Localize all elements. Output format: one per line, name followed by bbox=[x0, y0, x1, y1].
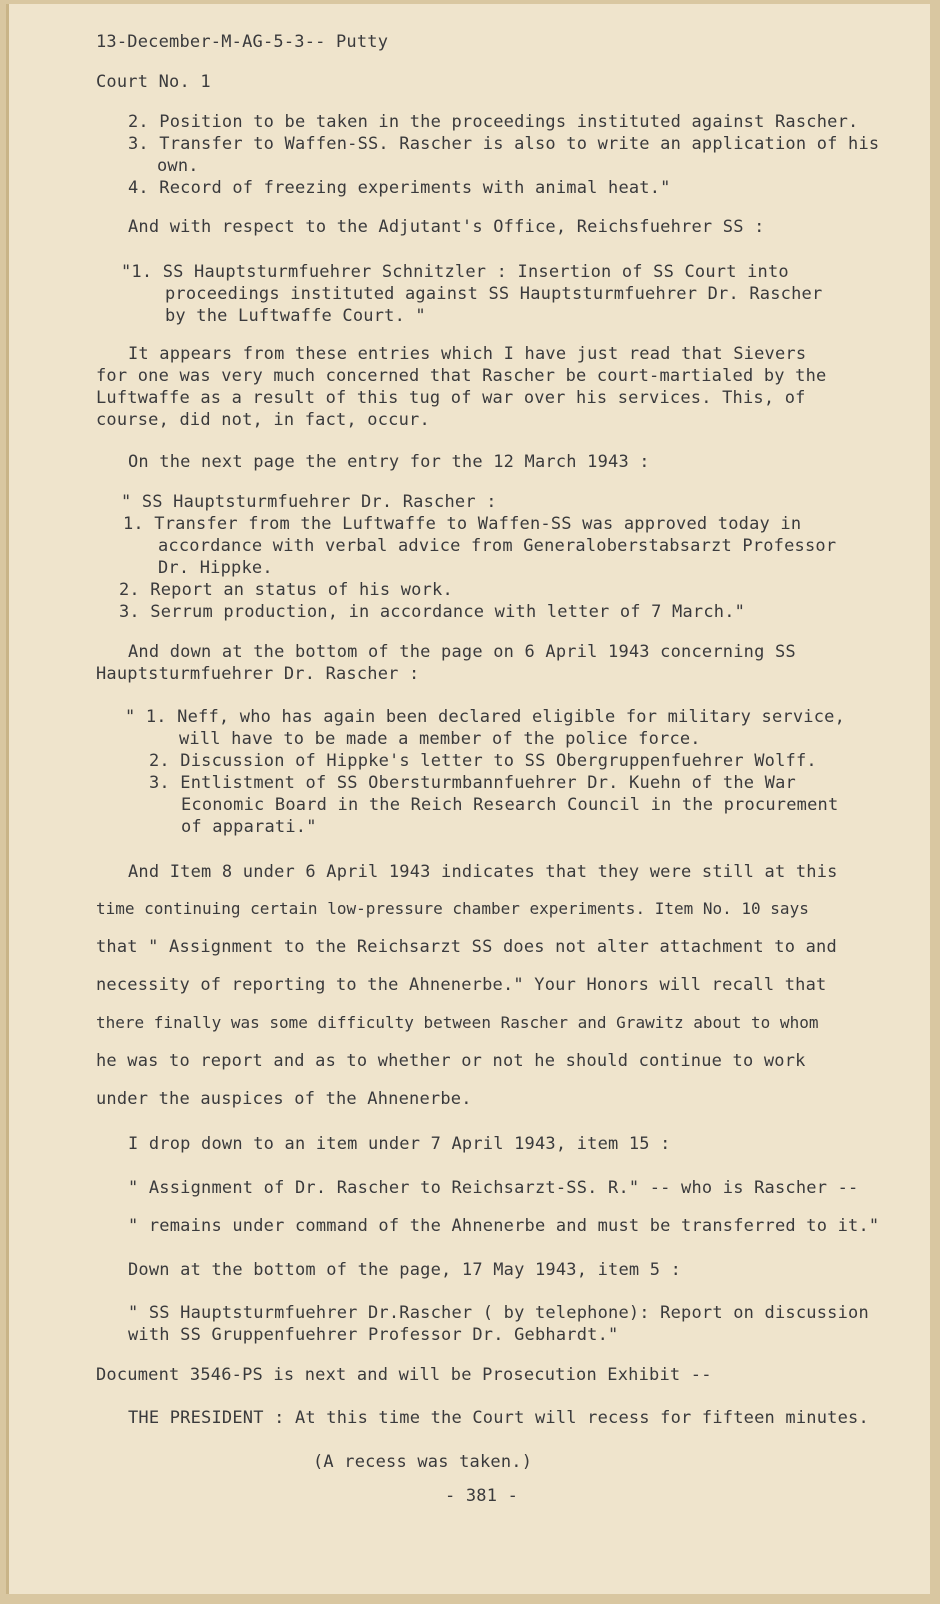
item8-line: there finally was some difficulty between Rascher and Grawitz about to whom bbox=[96, 1013, 819, 1032]
march-quote-line: 1. Transfer from the Luftwaffe to Waffen-SS was approved today in bbox=[123, 514, 802, 534]
paragraph-line: It appears from these entries which I have just read that Sievers bbox=[128, 344, 807, 364]
item8-line: And Item 8 under 6 April 1943 indicates that they were still at this bbox=[128, 862, 838, 882]
item8-line: time continuing certain low-pressure chamber experiments. Item No. 10 says bbox=[96, 899, 809, 918]
april-intro: And down at the bottom of the page on 6 April 1943 concerning SS bbox=[128, 642, 796, 662]
adjutant-quote-line: "1. SS Hauptsturmfuehrer Schnitzler : Insertion of SS Court into bbox=[121, 262, 789, 282]
assignment-quote-line: " Assignment of Dr. Rascher to Reichsarzt-SS. R." -- who is Rascher -- bbox=[128, 1178, 859, 1198]
page-number: - 381 - bbox=[445, 1486, 519, 1506]
adjutant-quote-line: by the Luftwaffe Court. " bbox=[165, 306, 426, 326]
paragraph-line: Luftwaffe as a result of this tug of war over his services. This, of bbox=[96, 388, 806, 408]
telephone-quote-line: " SS Hauptsturmfuehrer Dr.Rascher ( by telephone): Report on discussion bbox=[128, 1303, 869, 1323]
march-quote-line: Dr. Hippke. bbox=[158, 558, 273, 578]
telephone-quote-line: with SS Gruppenfuehrer Professor Dr. Gebhardt." bbox=[128, 1325, 619, 1345]
recess-line: (A recess was taken.) bbox=[313, 1452, 533, 1472]
document-page bbox=[6, 4, 930, 1594]
march-quote-line: 3. Serrum production, in accordance with letter of 7 March." bbox=[119, 602, 746, 622]
item8-line: necessity of reporting to the Ahnenerbe." Your Honors will recall that bbox=[96, 975, 827, 995]
list1-item: 3. Transfer to Waffen-SS. Rascher is also to write an application of his bbox=[128, 134, 880, 154]
assignment-quote-line: " remains under command of the Ahnenerbe and must be transferred to it." bbox=[128, 1216, 880, 1236]
april-quote-line: will have to be made a member of the police force. bbox=[179, 729, 701, 749]
item8-line: under the auspices of the Ahnenerbe. bbox=[96, 1089, 472, 1109]
april-quote-line: Economic Board in the Reich Research Council in the procurement bbox=[181, 795, 839, 815]
april-quote-line: " 1. Neff, who has again been declared eligible for military service, bbox=[125, 707, 846, 727]
paragraph-line: course, did not, in fact, occur. bbox=[96, 410, 430, 430]
drop-down-line: I drop down to an item under 7 April 1943, item 15 : bbox=[128, 1134, 671, 1154]
court-number: Court No. 1 bbox=[96, 72, 211, 92]
header-line: 13-December-M-AG-5-3-- Putty bbox=[96, 32, 389, 52]
april-quote-line: 3. Entlistment of SS Obersturmbannfuehrer Dr. Kuehn of the War bbox=[149, 773, 796, 793]
april-quote-line: of apparati." bbox=[181, 817, 317, 837]
down-bottom-line: Down at the bottom of the page, 17 May 1943, item 5 : bbox=[128, 1260, 682, 1280]
item8-line: he was to report and as to whether or not he should continue to work bbox=[96, 1051, 806, 1071]
march-quote-line: accordance with verbal advice from Generaloberstabsarzt Professor bbox=[158, 536, 837, 556]
list1-item: own. bbox=[157, 156, 199, 176]
march-intro: On the next page the entry for the 12 March 1943 : bbox=[128, 452, 650, 472]
president-line: THE PRESIDENT : At this time the Court will recess for fifteen minutes. bbox=[128, 1408, 869, 1428]
list1-item: 4. Record of freezing experiments with animal heat." bbox=[128, 178, 671, 198]
april-intro: Hauptsturmfuehrer Dr. Rascher : bbox=[96, 664, 420, 684]
april-quote-line: 2. Discussion of Hippke's letter to SS Obergruppenfuehrer Wolff. bbox=[149, 751, 817, 771]
item8-line: that " Assignment to the Reichsarzt SS does not alter attachment to and bbox=[96, 937, 837, 957]
list1-item: 2. Position to be taken in the proceedings instituted against Rascher. bbox=[128, 112, 859, 132]
adjutant-quote-line: proceedings instituted against SS Hauptsturmfuehrer Dr. Rascher bbox=[165, 284, 823, 304]
paragraph-line: for one was very much concerned that Rascher be court-martialed by the bbox=[96, 366, 827, 386]
adjutant-intro: And with respect to the Adjutant's Office, Reichsfuehrer SS : bbox=[128, 217, 765, 237]
march-quote-line: " SS Hauptsturmfuehrer Dr. Rascher : bbox=[121, 492, 497, 512]
march-quote-line: 2. Report an status of his work. bbox=[119, 580, 453, 600]
document-line: Document 3546-PS is next and will be Prosecution Exhibit -- bbox=[96, 1365, 712, 1385]
